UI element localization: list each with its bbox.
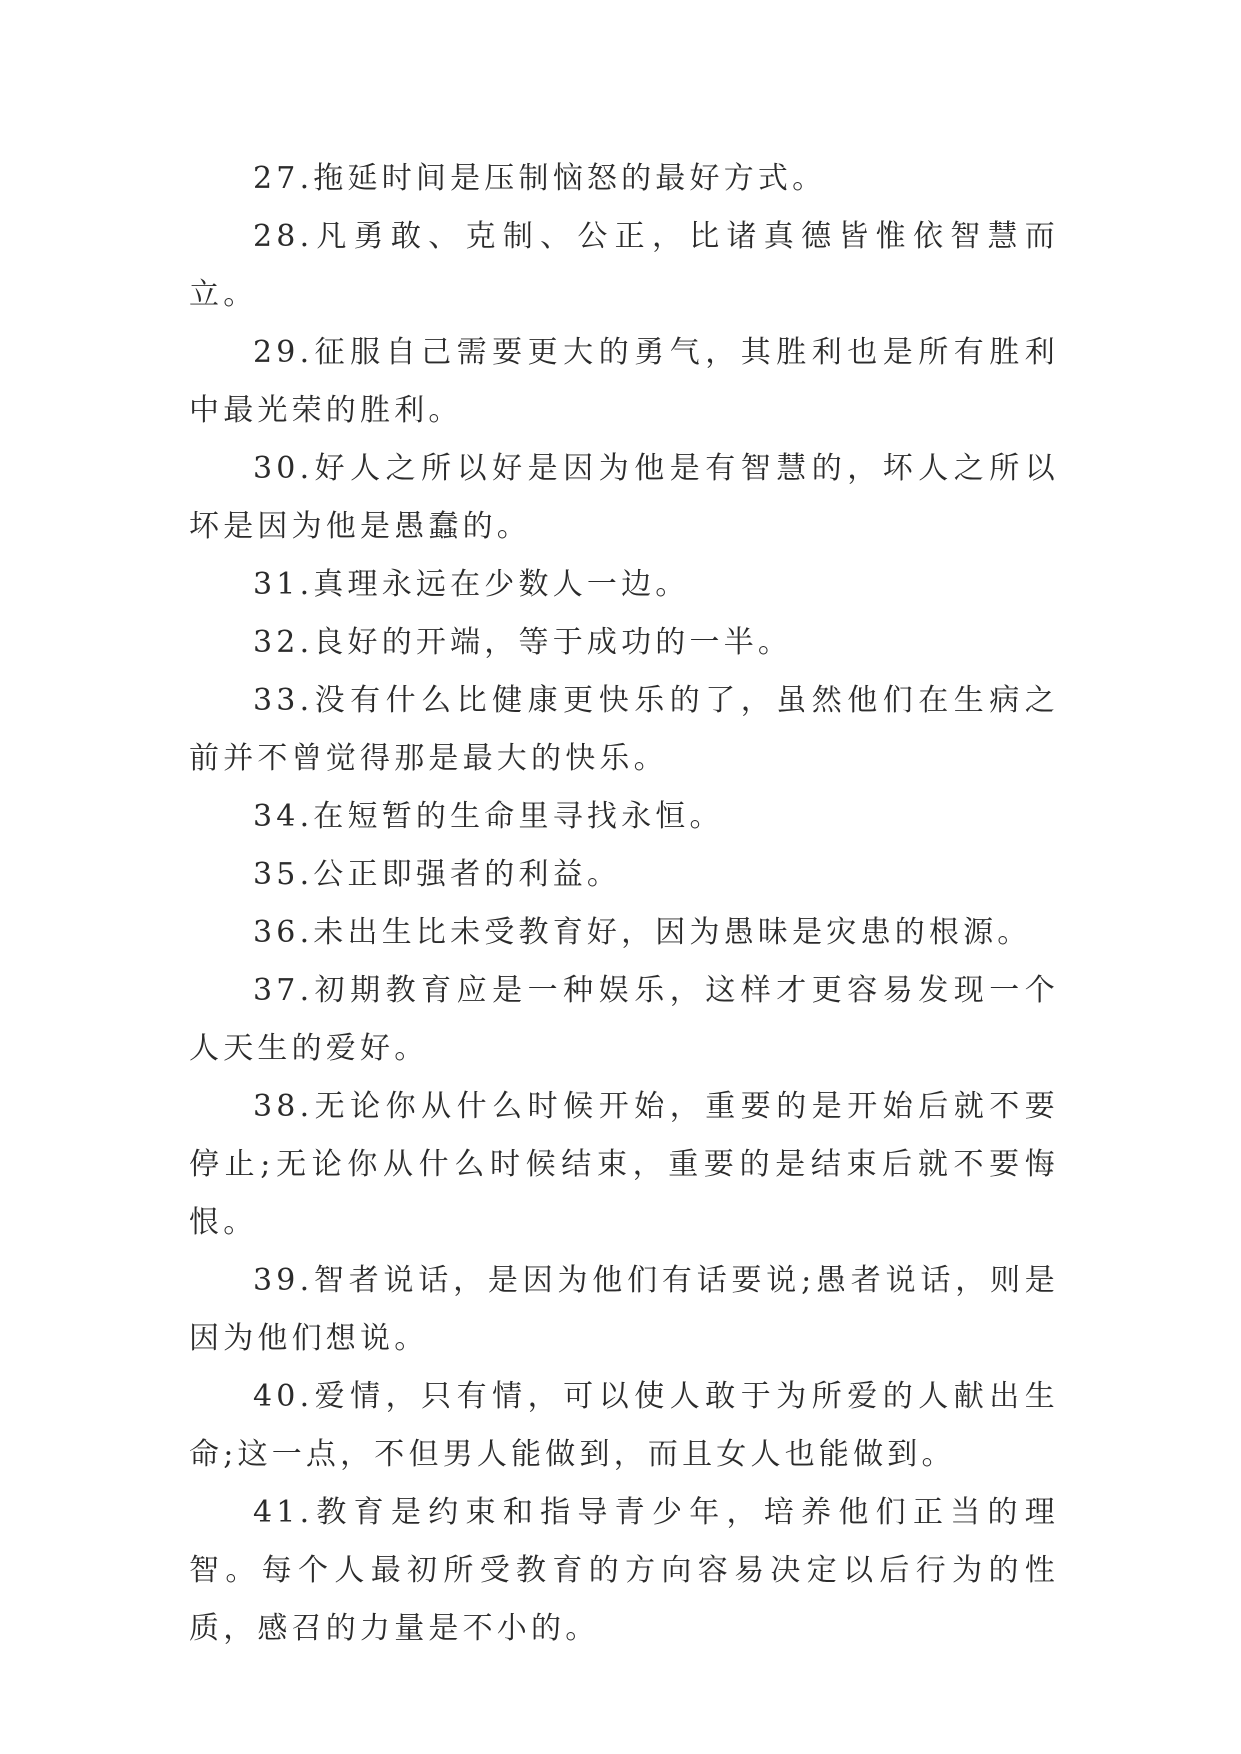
document-body: [189, 150, 1059, 1658]
quote-paragraph-27: 27.拖延时间是压制恼怒的最好方式。: [253, 161, 827, 196]
quote-paragraph-41: 41.教育是约束和指导青少年，培养他们正当的理智。每个人最初所受教育的方向容易决定以后行为的性质，感召的力量是不小的。: [189, 1495, 1059, 1646]
quote-paragraph-31: 31.真理永远在少数人一边。: [253, 567, 690, 602]
quote-paragraph-38: 38.无论你从什么时候开始，重要的是开始后就不要停止;无论你从什么时候结束，重要的是结束后就不要悔恨。: [189, 1089, 1059, 1240]
quote-paragraph-28: 28.凡勇敢、克制、公正，比诸真德皆惟依智慧而立。: [189, 219, 1059, 312]
quote-paragraph-32: 32.良好的开端，等于成功的一半。: [253, 625, 793, 660]
quote-paragraph-34: 34.在短暂的生命里寻找永恒。: [253, 799, 724, 834]
quote-paragraph-29: 29.征服自己需要更大的勇气，其胜利也是所有胜利中最光荣的胜利。: [189, 335, 1059, 428]
quote-paragraph-37: 37.初期教育应是一种娱乐，这样才更容易发现一个人天生的爱好。: [189, 973, 1059, 1066]
quote-paragraph-39: 39.智者说话，是因为他们有话要说;愚者说话，则是因为他们想说。: [189, 1263, 1059, 1356]
quote-paragraph-40: 40.爱情，只有情，可以使人敢于为所爱的人献出生命;这一点，不但男人能做到，而且女人也能做到。: [189, 1379, 1059, 1472]
quote-paragraph-30: 30.好人之所以好是因为他是有智慧的，坏人之所以坏是因为他是愚蠢的。: [189, 451, 1059, 544]
quote-paragraph-33: 33.没有什么比健康更快乐的了，虽然他们在生病之前并不曾觉得那是最大的快乐。: [189, 683, 1059, 776]
quote-paragraph-36: 36.未出生比未受教育好，因为愚昧是灾患的根源。: [253, 915, 1032, 950]
quote-paragraph-35: 35.公正即强者的利益。: [253, 857, 622, 892]
